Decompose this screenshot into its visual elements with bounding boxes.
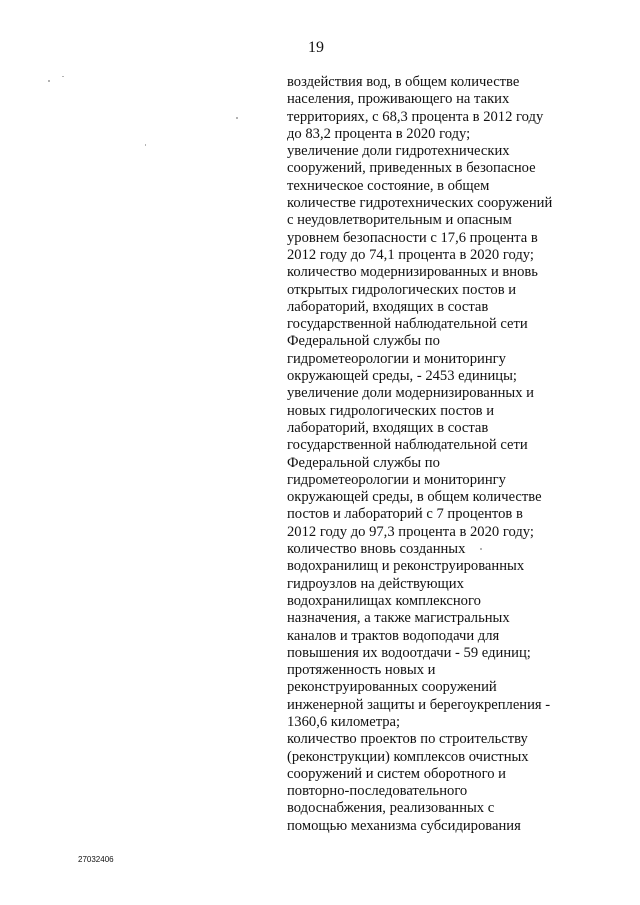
body-text-line: гидрометеорологии и мониторингу [287,350,506,367]
body-text-line: 2012 году до 97,3 процента в 2020 году; [287,523,534,540]
body-text-line: территориях, с 68,3 процента в 2012 году [287,108,544,125]
body-text-line: до 83,2 процента в 2020 году; [287,125,471,142]
body-text-line: 2012 году до 74,1 процента в 2020 году; [287,246,534,263]
body-text-line: окружающей среды, - 2453 единицы; [287,368,517,385]
body-text-line: реконструированных сооружений [287,679,497,696]
body-text-line: лабораторий, входящих в состав [287,419,489,436]
body-text-line: уровнем безопасности с 17,6 процента в [287,229,538,246]
text-column [287,74,587,835]
body-text-line: повторно-последовательного [287,783,468,800]
body-text-line: помощью механизма субсидирования [287,817,521,834]
body-text-line: государственной наблюдательной сети [287,316,528,333]
body-text-line: новых гидрологических постов и [287,402,495,419]
body-text-line: гидрометеорологии и мониторингу [287,471,506,488]
scan-speck [480,548,482,550]
body-text-line: (реконструкции) комплексов очистных [287,748,529,765]
body-text-line: количество вновь созданных [287,541,466,558]
scan-speck [236,117,238,119]
body-text-line: 1360,6 километра; [287,713,401,730]
body-text-line: назначения, а также магистральных [287,610,510,627]
body-text-line: водоснабжения, реализованных с [287,800,495,817]
body-text-line: количество проектов по строительству [287,731,528,748]
document-code: 27032406 [78,855,114,864]
body-text-line: с неудовлетворительным и опасным [287,212,512,229]
body-text-line: увеличение доли модернизированных и [287,385,534,402]
body-text-line: протяженность новых и [287,662,436,679]
body-text-line: населения, проживающего на таких [287,91,510,108]
body-text-line: Федеральной службы по [287,333,440,350]
body-text-line: гидроузлов на действующих [287,575,464,592]
body-text-line: лабораторий, входящих в состав [287,298,489,315]
body-text-line: количестве гидротехнических сооружений [287,195,553,212]
body-text-line: открытых гидрологических постов и [287,281,517,298]
body-text-line: постов и лабораторий с 7 процентов в [287,506,523,523]
body-text-line: количество модернизированных и вновь [287,264,538,281]
body-text-line: воздействия вод, в общем количестве [287,74,520,90]
body-text-line: повышения их водоотдачи - 59 единиц; [287,644,531,661]
page-number: 19 [308,39,324,56]
body-text-line: окружающей среды, в общем количестве [287,489,542,506]
scan-speck [145,144,146,146]
body-text-line: сооружений, приведенных в безопасное [287,160,536,177]
body-text-line: увеличение доли гидротехнических [287,143,510,160]
body-text-line: государственной наблюдательной сети [287,437,528,454]
body-text-line: каналов и трактов водоподачи для [287,627,500,644]
body-text-line: техническое состояние, в общем [287,177,490,194]
body-text-line: водохранилищ и реконструированных [287,558,525,575]
body-text-line: Федеральной службы по [287,454,440,471]
scan-speck [62,76,64,77]
body-text-line: инженерной защиты и берегоукрепления - [287,696,551,713]
body-text-line: водохранилищах комплексного [287,592,481,609]
scan-speck [48,80,50,82]
body-text-line: сооружений и систем оборотного и [287,765,506,782]
